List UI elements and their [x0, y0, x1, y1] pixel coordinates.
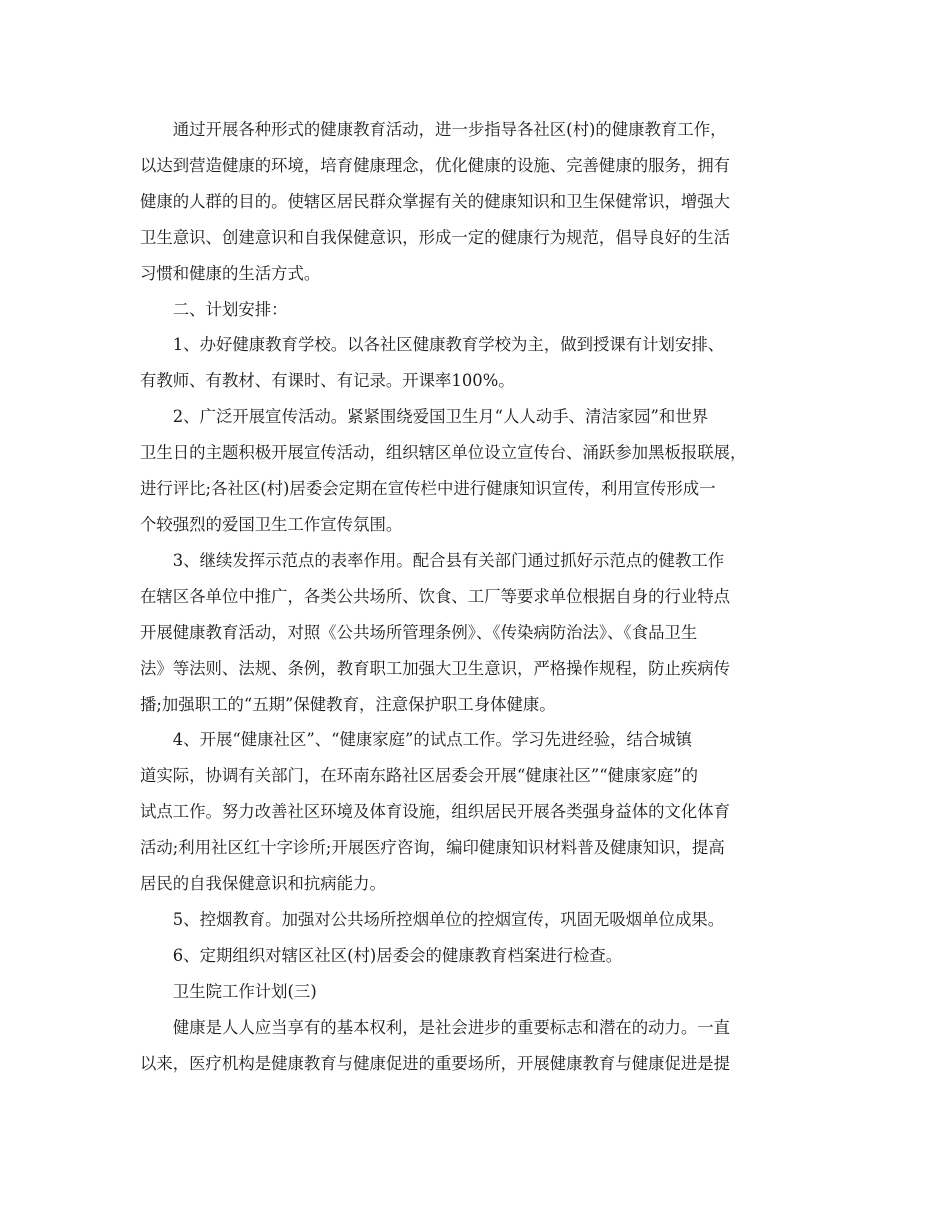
section-heading-plan: 二、计划安排： [172, 299, 288, 319]
paragraph-health-intro: 健康是人人应当享有的基本权利，是社会进步的重要标志和潜在的动力。一直 以来，医疗机构是健康教育与健康促进的重要场所，开展健康教育与健康促进是提 [140, 1017, 731, 1073]
paragraph-item-2: 2、广泛开展宣传活动。紧紧围绕爱国卫生月“人人动手、清洁家园”和世界 卫生日的主题积极开展宣传活动，组织辖区单位设立宣传台、涌跃参加黑板报联展， 进行评比;各社区(村)居委会定期在宣传栏中进行健康知识宣传，利用宣传形成一 个较强烈的爱国卫生工作宣传氛围。 [140, 407, 747, 534]
section-heading-plan-3: 卫生院工作计划(三) [172, 981, 317, 1001]
paragraph-item-4: 4、开展“健康社区”、“健康家庭”的试点工作。学习先进经验，结合城镇 道实际，协调有关部门，在环南东路社区居委会开展“健康社区”“健康家庭”的 试点工作。努力改善社区环境及体育设施，组织居民开展各类强身益体的文化体育 活动;利用社区红十字诊所;开展医疗咨询，编印健康知识材料普及健康知识，提高 居民的自我保健意识和抗病能力。 [140, 730, 731, 894]
paragraph-item-5: 5、控烟教育。加强对公共场所控烟单位的控烟宣传，巩固无吸烟单位成果。 [172, 909, 725, 929]
paragraph-item-6: 6、定期组织对辖区社区(村)居委会的健康教育档案进行检查。 [172, 945, 623, 965]
paragraph-item-1: 1、办好健康教育学校。以各社区健康教育学校为主，做到授课有计划安排、 有教师、有教材、有课时、有记录。开课率100%。 [140, 335, 725, 391]
paragraph-item-3: 3、继续发挥示范点的表率作用。配合县有关部门通过抓好示范点的健教工作 在辖区各单位中推广，各类公共场所、饮食、工厂等要求单位根据自身的行业特点 开展健康教育活动，对照《公共场所管理条例》、《传染病防治法》、《食品卫生 法》等法则、法规、条例，教育职工加强大卫生意识，严格操作规程，防止疾病传 播;加强职工的“五期”保健教育，注意保护职工身体健康。 [140, 550, 731, 714]
paragraph-intro: 通过开展各种形式的健康教育活动，进一步指导各社区(村)的健康教育工作， 以达到营造健康的环境，培育健康理念，优化健康的设施、完善健康的服务，拥有 健康的人群的目的。使辖区居民群众掌握有关的健康知识和卫生保健常识，增强大 卫生意识、创建意识和自我保健意识，形成一定的健康行为规范，倡导良好的生活 习惯和健康的生活方式。 [140, 120, 731, 283]
document-page [140, 112, 812, 1081]
